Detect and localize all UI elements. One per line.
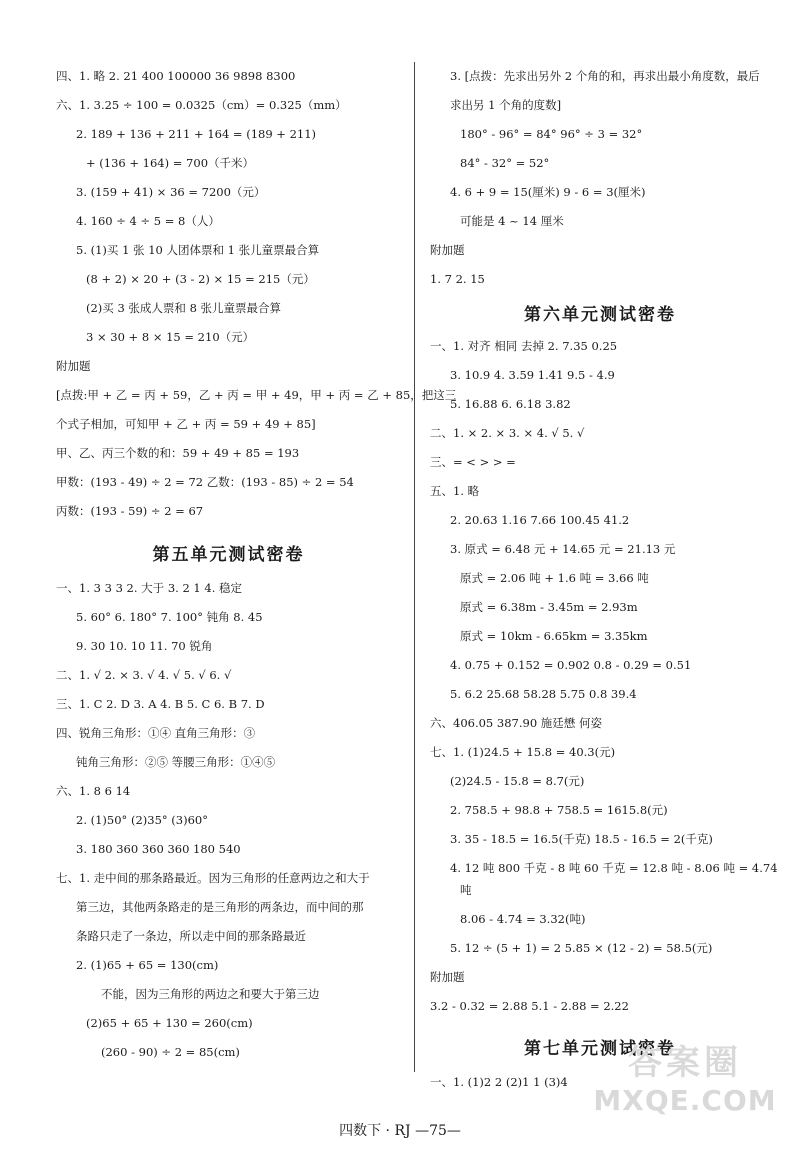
- text-line: (260 - 90) ÷ 2 = 85(cm): [101, 1045, 240, 1059]
- text-line: 甲、乙、丙三个数的和：59 + 49 + 85 = 193: [56, 446, 300, 460]
- text-line: 三、= < > > =: [430, 455, 516, 469]
- text-line: 4. 0.75 + 0.152 = 0.902 0.8 - 0.29 = 0.51: [450, 658, 692, 672]
- text-line: 附加题: [430, 243, 465, 257]
- text-line: 三、1. C 2. D 3. A 4. B 5. C 6. B 7. D: [56, 697, 265, 711]
- text-line: 第三边，其他两条路走的是三角形的两条边，而中间的那: [76, 900, 364, 914]
- text-line: 2. (1)65 + 65 = 130(cm): [76, 958, 219, 972]
- text-line: 2. 758.5 + 98.8 + 758.5 = 1615.8(元): [450, 803, 668, 817]
- text-line: 3.2 - 0.32 = 2.88 5.1 - 2.88 = 2.22: [430, 999, 629, 1013]
- text-line: 七、1. 走中间的那条路最近。因为三角形的任意两边之和大于: [56, 871, 370, 885]
- text-line: 3. 35 - 18.5 = 16.5(千克) 18.5 - 16.5 = 2(千克): [450, 832, 713, 846]
- page-footer: 四数下 · RJ —75—: [339, 1123, 461, 1139]
- text-line: 四、1. 略 2. 21 400 100000 36 9898 8300: [56, 69, 296, 83]
- text-line: 二、1. × 2. × 3. × 4. √ 5. √: [430, 426, 585, 440]
- text-line: 五、1. 略: [430, 484, 480, 498]
- text-line: (2)买 3 张成人票和 8 张儿童票最合算: [86, 301, 282, 315]
- text-line: 七、1. (1)24.5 + 15.8 = 40.3(元): [430, 745, 616, 759]
- text-line: [点拨:甲 + 乙 = 丙 + 59，乙 + 丙 = 甲 + 49，甲 + 丙 = 乙 + 85，把这三: [56, 388, 457, 402]
- text-line: 钝角三角形：②⑤ 等腰三角形：①④⑤: [76, 755, 276, 769]
- text-line: 可能是 4 ~ 14 厘米: [460, 214, 564, 228]
- text-line: (2)65 + 65 + 130 = 260(cm): [86, 1016, 253, 1030]
- text-line: (2)24.5 - 15.8 = 8.7(元): [450, 774, 585, 788]
- text-line: 附加题: [430, 970, 465, 984]
- text-line: 丙数：(193 - 59) ÷ 2 = 67: [56, 504, 204, 518]
- text-line: 3 × 30 + 8 × 15 = 210（元）: [86, 330, 255, 344]
- text-line: + (136 + 164) = 700（千米）: [86, 156, 255, 170]
- text-line: 2. (1)50° (2)35° (3)60°: [76, 813, 208, 827]
- text-line: 3. 原式 = 6.48 元 + 14.65 元 = 21.13 元: [450, 542, 676, 556]
- text-line: 84° - 32° = 52°: [460, 156, 550, 170]
- text-line: 原式 = 6.38m - 3.45m = 2.93m: [460, 600, 638, 614]
- text-line: 8.06 - 4.74 = 3.32(吨): [460, 912, 586, 926]
- text-line: 5. (1)买 1 张 10 人团体票和 1 张儿童票最合算: [76, 243, 320, 257]
- text-line: 4. 160 ÷ 4 ÷ 5 = 8（人）: [76, 214, 220, 228]
- text-line: 一、1. (1)2 2 (2)1 1 (3)4: [430, 1075, 568, 1089]
- watermark-line2: MXQE.COM: [593, 1084, 777, 1117]
- text-line: 3. 10.9 4. 3.59 1.41 9.5 - 4.9: [450, 368, 615, 382]
- text-line: 原式 = 2.06 吨 + 1.6 吨 = 3.66 吨: [460, 571, 649, 585]
- section-heading: 第六单元测试密卷: [524, 305, 676, 325]
- text-line: 3. 180 360 360 360 180 540: [76, 842, 241, 856]
- text-line: 2. 20.63 1.16 7.66 100.45 41.2: [450, 513, 630, 527]
- text-line: 四、锐角三角形：①④ 直角三角形：③: [56, 726, 256, 740]
- text-line: 个式子相加，可知甲 + 乙 + 丙 = 59 + 49 + 85]: [56, 417, 316, 431]
- watermark-line1: 答案圈: [628, 1043, 742, 1083]
- text-line: 3. [点拨：先求出另外 2 个角的和，再求出最小角度数，最后: [450, 69, 760, 83]
- text-line: 甲数：(193 - 49) ÷ 2 = 72 乙数：(193 - 85) ÷ 2 = 54: [56, 475, 354, 489]
- text-line: 5. 16.88 6. 6.18 3.82: [450, 397, 571, 411]
- text-line: 六、1. 3.25 ÷ 100 = 0.0325（cm）= 0.325（mm）: [56, 98, 347, 112]
- section-heading: 第五单元测试密卷: [152, 545, 305, 565]
- text-line: 二、1. √ 2. × 3. √ 4. √ 5. √ 6. √: [56, 668, 232, 682]
- text-line: 9. 30 10. 10 11. 70 锐角: [76, 639, 213, 653]
- text-line: 原式 = 10km - 6.65km = 3.35km: [460, 629, 648, 643]
- text-line: (8 + 2) × 20 + (3 - 2) × 15 = 215（元）: [86, 272, 315, 286]
- text-line: 一、1. 3 3 3 2. 大于 3. 2 1 4. 稳定: [56, 581, 243, 595]
- text-line: 5. 12 ÷ (5 + 1) = 2 5.85 × (12 - 2) = 58.5(元): [450, 941, 713, 955]
- section-heading: 第七单元测试密卷: [524, 1039, 676, 1059]
- text-line: 附加题: [56, 359, 91, 373]
- text-line: 求出另 1 个角的度数]: [450, 98, 562, 112]
- text-line: 1. 7 2. 15: [430, 272, 485, 286]
- text-line: 一、1. 对齐 相同 去掉 2. 7.35 0.25: [430, 339, 618, 353]
- text-line: 不能，因为三角形的两边之和要大于第三边: [101, 987, 320, 1001]
- text-line: 5. 60° 6. 180° 7. 100° 钝角 8. 45: [76, 610, 263, 624]
- text-line: 3. (159 + 41) × 36 = 7200（元）: [76, 185, 266, 199]
- text-line: 六、406.05 387.90 施廷懋 何姿: [430, 716, 602, 730]
- text-line: 4. 6 + 9 = 15(厘米) 9 - 6 = 3(厘米): [450, 185, 646, 199]
- text-line: 180° - 96° = 84° 96° ÷ 3 = 32°: [460, 127, 643, 141]
- text-line: 吨: [460, 883, 472, 897]
- text-line: 5. 6.2 25.68 58.28 5.75 0.8 39.4: [450, 687, 637, 701]
- text-line: 六、1. 8 6 14: [56, 784, 131, 798]
- text-line: 2. 189 + 136 + 211 + 164 = (189 + 211): [76, 127, 317, 141]
- text-line: 条路只走了一条边，所以走中间的那条路最近: [76, 929, 306, 943]
- watermark: [590, 1035, 780, 1135]
- text-line: 4. 12 吨 800 千克 - 8 吨 60 千克 = 12.8 吨 - 8.06 吨 = 4.74: [450, 861, 778, 875]
- column-divider: [414, 62, 415, 1072]
